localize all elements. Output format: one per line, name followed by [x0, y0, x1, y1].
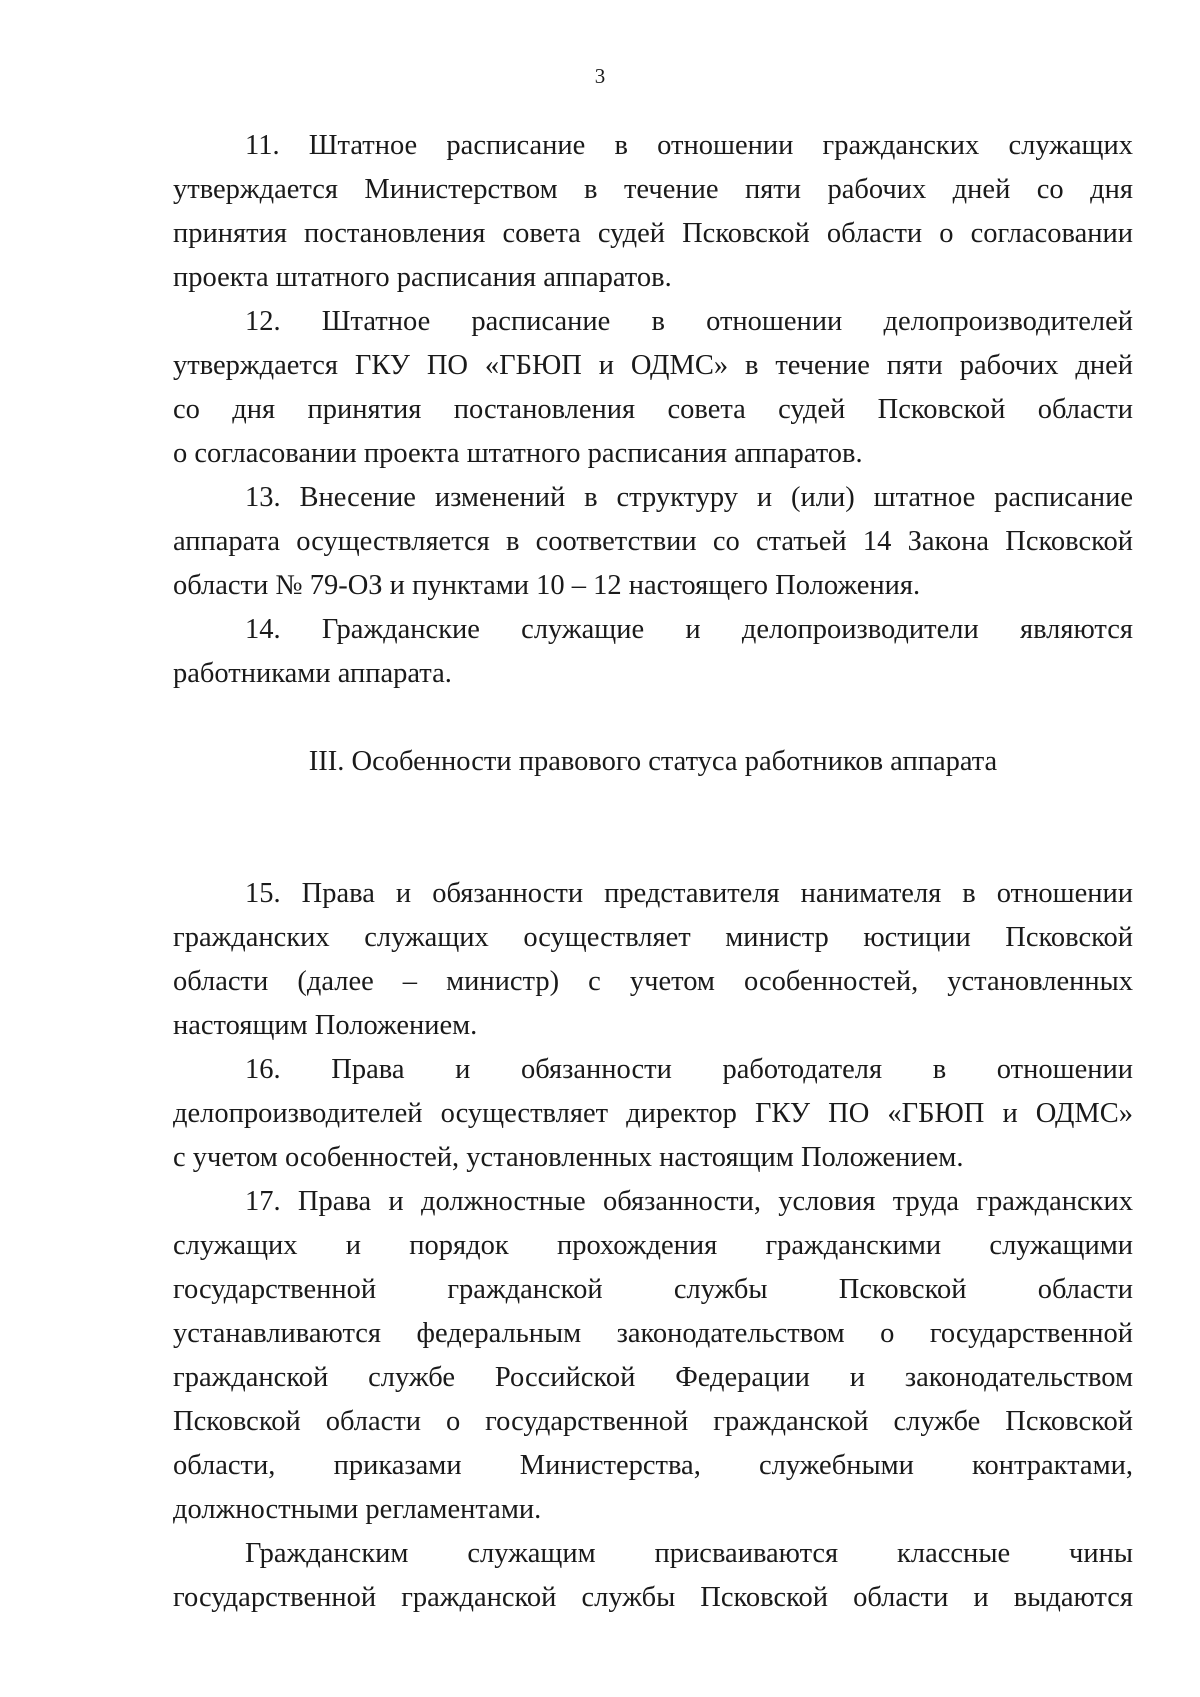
paragraph-15 — [173, 872, 1133, 1048]
paragraph-12 — [173, 300, 1133, 476]
paragraph-line: принятия постановления совета судей Псковской области о согласовании — [173, 218, 1133, 249]
paragraph-line: аппарата осуществляется в соответствии со статьей 14 Закона Псковской — [173, 526, 1133, 557]
paragraph-line: проекта штатного расписания аппаратов. — [173, 262, 672, 293]
paragraph-line: настоящим Положением. — [173, 1010, 478, 1041]
paragraph-line: государственной гражданской службы Псковской области и выдаются — [173, 1582, 1133, 1613]
paragraph-line: с учетом особенностей, установленных настоящим Положением. — [173, 1142, 964, 1173]
paragraph-14 — [173, 608, 1133, 696]
paragraph-line: со дня принятия постановления совета судей Псковской области — [173, 394, 1133, 425]
paragraph-line: 13. Внесение изменений в структуру и (или) штатное расписание — [245, 482, 1133, 513]
paragraph-line: 12. Штатное расписание в отношении делопроизводителей — [245, 306, 1133, 337]
spacer — [173, 696, 1133, 740]
paragraph-13 — [173, 476, 1133, 608]
paragraph-line: устанавливаются федеральным законодательством о государственной — [173, 1318, 1133, 1349]
paragraph-line: 11. Штатное расписание в отношении гражданских служащих — [245, 130, 1133, 161]
paragraph-line: 14. Гражданские служащие и делопроизводители являются — [245, 614, 1133, 645]
paragraph-class-ranks — [173, 1532, 1133, 1620]
paragraph-line: государственной гражданской службы Псковской области — [173, 1274, 1133, 1305]
paragraph-line: о согласовании проекта штатного расписания аппаратов. — [173, 438, 863, 469]
paragraph-16 — [173, 1048, 1133, 1180]
paragraph-line: должностными регламентами. — [173, 1494, 542, 1525]
paragraph-line: служащих и порядок прохождения гражданскими служащими — [173, 1230, 1133, 1261]
paragraph-line: 15. Права и обязанности представителя нанимателя в отношении — [245, 878, 1133, 909]
paragraph-line: делопроизводителей осуществляет директор ГКУ ПО «ГБЮП и ОДМС» — [173, 1098, 1133, 1129]
paragraph-11 — [173, 124, 1133, 300]
document-body — [173, 124, 1133, 1620]
paragraph-line: утверждается Министерством в течение пяти рабочих дней со дня — [173, 174, 1133, 205]
paragraph-line: области (далее – министр) с учетом особенностей, установленных — [173, 966, 1133, 997]
paragraph-line: области № 79-ОЗ и пунктами 10 – 12 настоящего Положения. — [173, 570, 921, 601]
paragraph-line: области, приказами Министерства, служебными контрактами, — [173, 1450, 1133, 1481]
page-number: 3 — [594, 64, 606, 88]
section-heading: III. Особенности правового статуса работников аппарата — [308, 746, 998, 777]
paragraph-line: Гражданским служащим присваиваются классные чины — [245, 1538, 1133, 1569]
paragraph-17 — [173, 1180, 1133, 1532]
spacer — [173, 784, 1133, 872]
paragraph-line: утверждается ГКУ ПО «ГБЮП и ОДМС» в течение пяти рабочих дней — [173, 350, 1133, 381]
paragraph-line: 16. Права и обязанности работодателя в отношении — [245, 1054, 1133, 1085]
paragraph-line: работниками аппарата. — [173, 658, 452, 689]
paragraph-line: гражданских служащих осуществляет министр юстиции Псковской — [173, 922, 1133, 953]
paragraph-line: 17. Права и должностные обязанности, условия труда гражданских — [245, 1186, 1133, 1217]
paragraph-line: Псковской области о государственной гражданской службе Псковской — [173, 1406, 1133, 1437]
paragraph-line: гражданской службе Российской Федерации и законодательством — [173, 1362, 1133, 1393]
